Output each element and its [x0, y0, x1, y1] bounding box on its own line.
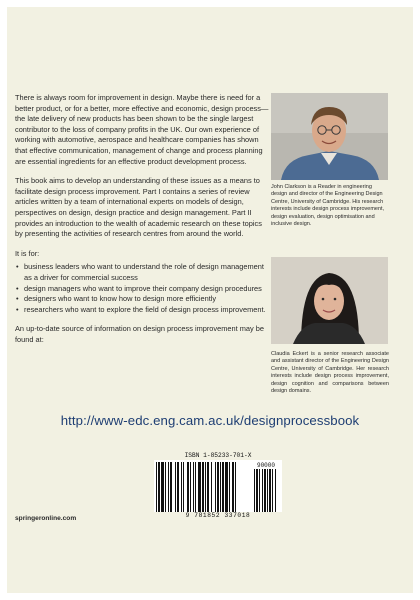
isbn-label: ISBN 1-85233-701-X — [184, 452, 252, 459]
audience-item-text: researchers who want to explore the field of design process improvement. — [24, 304, 266, 314]
bullet-icon: • — [16, 262, 19, 272]
ean-number: 9 781852 337018 — [185, 512, 251, 519]
book-url[interactable]: http://www-edc.eng.cam.ac.uk/designprocessbook — [60, 413, 360, 428]
audience-item — [15, 262, 270, 283]
audience-list — [15, 262, 270, 315]
source-text: An up-to-date source of information on design process improvement may be found at: — [15, 324, 264, 344]
bullet-icon: • — [16, 294, 19, 304]
audience-item-text: design managers who want to improve their company design procedures — [24, 283, 262, 293]
blurb-paragraph-1: There is always room for improvement in design. Maybe there is need for a better product, or for a better, more effective and economic, design process—the late delivery of new products has been shown to be the single largest contributor to the loss of company profits in the UK. Our own experience of working with automotive, aerospace and healthcare companies has shown that effective communication, management of change and process planning are essential ingredients for an effective product development process. — [15, 93, 269, 166]
blurb-paragraph-2: This book aims to develop an understanding of these issues as a means to facilitate design process improvement. Part I contains a series of review articles written by a team of international experts on models of design, perspectives on design, design practice and design management. Part II provides an introduction to the wealth of academic research on these topics by presenting the activities of research centres from around the world. — [15, 176, 262, 239]
author-photo-claudia-eckert — [271, 257, 388, 344]
audience-intro: It is for: — [15, 248, 40, 258]
audience-item — [15, 294, 270, 305]
publisher-url[interactable]: springeronline.com — [15, 515, 77, 522]
barcode-addon: 90000 — [256, 462, 276, 469]
audience-item — [15, 305, 270, 316]
author-bio-claudia-eckert: Claudia Eckert is a senior research associate and assistant director of the Engineering Design Centre, University of Cambridge. Her research interests include design process improvement, design cognition and comparisons between design domains. — [271, 351, 389, 395]
blurb-column — [15, 93, 270, 354]
barcode-image — [154, 460, 282, 512]
author-photo-john-clarkson — [271, 93, 388, 180]
author-bio-john-clarkson: John Clarkson is a Reader in engineering design and director of the Engineering Design Centre, University of Cambridge. His research interests include design process improvement, design evaluation, design optimisation and inclusive design. — [271, 184, 385, 228]
audience-item-text: designers who want to know how to design more efficiently — [24, 294, 217, 304]
bullet-icon: • — [16, 304, 19, 314]
back-cover — [7, 7, 413, 593]
audience-item — [15, 284, 270, 295]
barcode-block — [152, 452, 284, 524]
audience-item-text: business leaders who want to understand the role of design management as a driver for commercial success — [24, 262, 264, 282]
bullet-icon: • — [16, 283, 19, 293]
